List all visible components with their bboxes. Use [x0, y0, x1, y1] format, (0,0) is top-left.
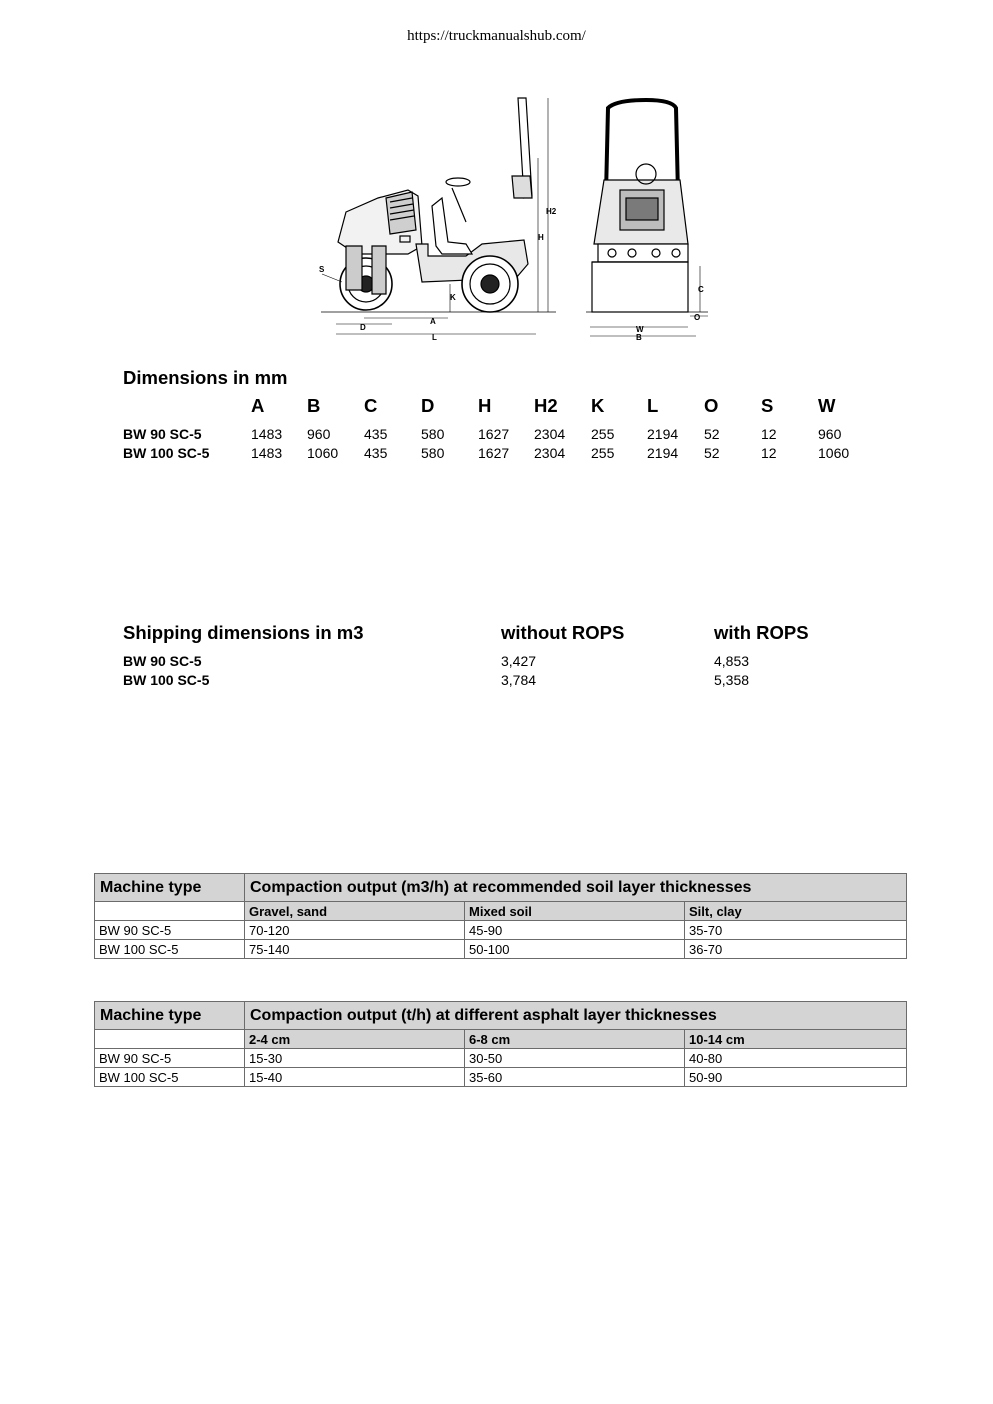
- dim-cell: 52: [704, 426, 720, 442]
- dim-col-h2: H2: [534, 395, 558, 416]
- shipping-row-model: BW 100 SC-5: [123, 672, 210, 688]
- dim-cell: 960: [307, 426, 331, 442]
- soil-subheader: Gravel, sand: [245, 902, 465, 921]
- table-row: [95, 1068, 907, 1087]
- shipping-cell: 3,784: [501, 672, 537, 688]
- label-k: K: [450, 293, 456, 302]
- dim-col-w: W: [818, 395, 836, 416]
- label-d: D: [360, 323, 366, 332]
- label-l: L: [432, 333, 437, 342]
- soil-row-model: BW 100 SC-5: [95, 940, 245, 959]
- dim-col-a: A: [251, 395, 265, 416]
- asphalt-cell: 15-30: [245, 1049, 465, 1068]
- asphalt-row-model: BW 90 SC-5: [95, 1049, 245, 1068]
- label-o: O: [694, 313, 701, 322]
- label-h: H: [538, 233, 544, 242]
- table-row: [95, 940, 907, 959]
- shipping-col-without-rops: without ROPS: [501, 622, 625, 643]
- dim-cell: 1627: [478, 445, 510, 461]
- dim-col-k: K: [591, 395, 605, 416]
- asphalt-subheader: 2-4 cm: [245, 1030, 465, 1049]
- soil-compaction-table: [94, 873, 907, 959]
- asphalt-subheader: 10-14 cm: [685, 1030, 907, 1049]
- dim-cell: 255: [591, 445, 615, 461]
- asphalt-cell: 50-90: [685, 1068, 907, 1087]
- shipping-row-model: BW 90 SC-5: [123, 653, 202, 669]
- label-a: A: [430, 317, 436, 326]
- soil-row-model: BW 90 SC-5: [95, 921, 245, 940]
- dim-col-c: C: [364, 395, 378, 416]
- dim-cell: 435: [364, 426, 388, 442]
- roller-dimension-drawing: [316, 94, 716, 344]
- soil-cell: 45-90: [465, 921, 685, 940]
- dim-col-s: S: [761, 395, 774, 416]
- dim-row-model: BW 100 SC-5: [123, 445, 210, 461]
- dim-cell: 580: [421, 445, 445, 461]
- asphalt-header-title: Compaction output (t/h) at different asphalt layer thicknesses: [245, 1002, 907, 1030]
- dim-cell: 52: [704, 445, 720, 461]
- dim-col-b: B: [307, 395, 321, 416]
- dim-cell: 2194: [647, 445, 679, 461]
- dim-cell: 580: [421, 426, 445, 442]
- soil-cell: 35-70: [685, 921, 907, 940]
- asphalt-header-machine: Machine type: [95, 1002, 245, 1030]
- dim-cell: 435: [364, 445, 388, 461]
- dim-col-l: L: [647, 395, 659, 416]
- soil-cell: 36-70: [685, 940, 907, 959]
- asphalt-compaction-table: [94, 1001, 907, 1087]
- shipping-cell: 3,427: [501, 653, 537, 669]
- dim-cell: 1627: [478, 426, 510, 442]
- asphalt-cell: 40-80: [685, 1049, 907, 1068]
- dim-cell: 255: [591, 426, 615, 442]
- soil-subheader-blank: [95, 902, 245, 921]
- dimensions-title: Dimensions in mm: [123, 367, 288, 388]
- shipping-cell: 4,853: [714, 653, 750, 669]
- dim-cell: 960: [818, 426, 842, 442]
- dim-cell: 2194: [647, 426, 679, 442]
- soil-cell: 70-120: [245, 921, 465, 940]
- asphalt-subheader: 6-8 cm: [465, 1030, 685, 1049]
- dim-col-o: O: [704, 395, 719, 416]
- dim-cell: 2304: [534, 426, 566, 442]
- table-row: [95, 1049, 907, 1068]
- soil-subheader: Silt, clay: [685, 902, 907, 921]
- dim-cell: 1483: [251, 445, 283, 461]
- shipping-title: Shipping dimensions in m3: [123, 622, 364, 643]
- dim-cell: 1483: [251, 426, 283, 442]
- label-b: B: [636, 333, 642, 342]
- dim-cell: 2304: [534, 445, 566, 461]
- dim-cell: 1060: [307, 445, 339, 461]
- dim-col-h: H: [478, 395, 492, 416]
- asphalt-subheader-blank: [95, 1030, 245, 1049]
- label-h2: H2: [546, 207, 557, 216]
- asphalt-row-model: BW 100 SC-5: [95, 1068, 245, 1087]
- dim-row-model: BW 90 SC-5: [123, 426, 202, 442]
- table-row: [95, 921, 907, 940]
- label-s: S: [319, 265, 325, 274]
- dim-col-d: D: [421, 395, 435, 416]
- soil-header-machine: Machine type: [95, 874, 245, 902]
- soil-header-title: Compaction output (m3/h) at recommended soil layer thicknesses: [245, 874, 907, 902]
- soil-cell: 75-140: [245, 940, 465, 959]
- dim-cell: 12: [761, 445, 777, 461]
- source-url[interactable]: https://truckmanualshub.com/: [407, 28, 586, 44]
- dim-cell: 12: [761, 426, 777, 442]
- asphalt-cell: 30-50: [465, 1049, 685, 1068]
- dim-cell: 1060: [818, 445, 850, 461]
- asphalt-cell: 35-60: [465, 1068, 685, 1087]
- asphalt-cell: 15-40: [245, 1068, 465, 1087]
- soil-subheader: Mixed soil: [465, 902, 685, 921]
- shipping-col-with-rops: with ROPS: [714, 622, 809, 643]
- label-w: W: [636, 325, 644, 334]
- label-c: C: [698, 285, 704, 294]
- shipping-cell: 5,358: [714, 672, 750, 688]
- soil-cell: 50-100: [465, 940, 685, 959]
